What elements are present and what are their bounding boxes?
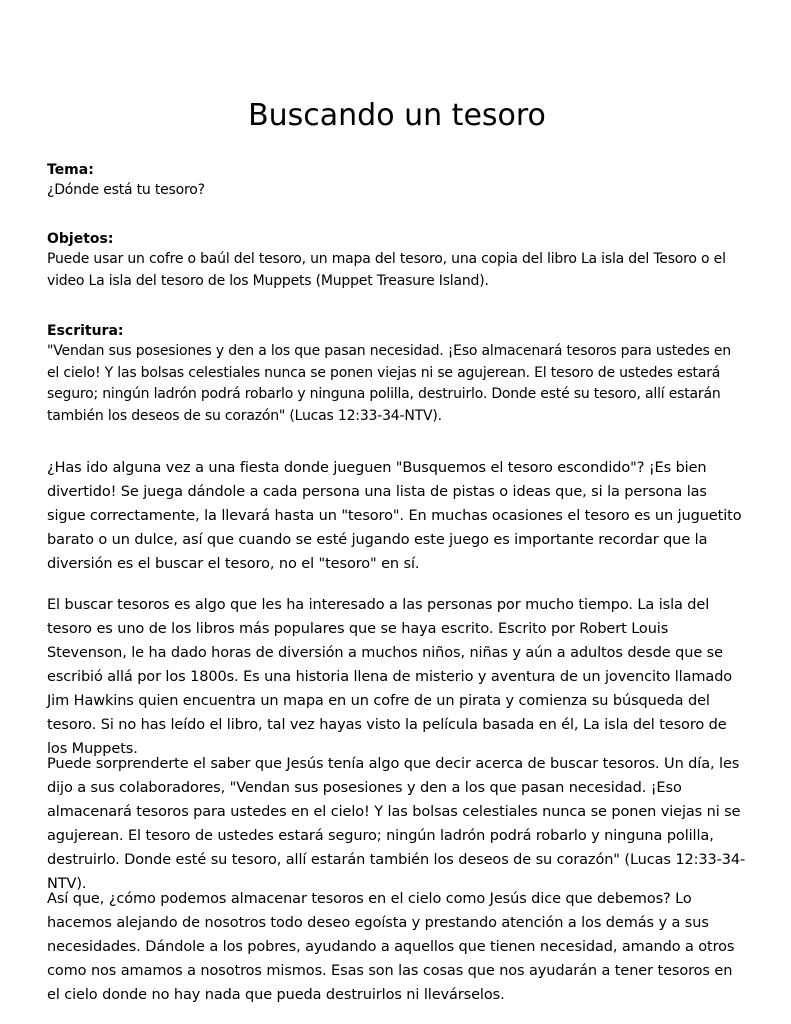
body-paragraph-4: Así que, ¿cómo podemos almacenar tesoros en el cielo como Jesús dice que debemos? Lo hacemos alejando de nosotros todo deseo egoísta y prestando atención a los demás y a sus necesidades. Dándole a los pobres, ayudando a aquellos que tienen necesidad, amando a otros como nos amamos a nosotros mismos. Esas son las cosas que nos ayudarán a tener tesoros en el cielo donde no hay nada que pueda destruirlos ni llevárselos. xyxy=(47,891,735,1003)
tema-label: Tema: xyxy=(47,162,94,178)
tema-section xyxy=(47,160,747,202)
page-title: Buscando un tesoro xyxy=(248,98,546,133)
escritura-section xyxy=(47,321,747,427)
body-paragraph-2: El buscar tesoros es algo que les ha interesado a las personas por mucho tiempo. La isla del tesoro es uno de los libros más populares que se haya escrito. Escrito por Robert Louis Stevenson, le ha dado horas de diversión a muchos niños, niñas y aún a adultos desde que se escribió allá por los 1800s. Es una historia llena de misterio y aventura de un jovencito llamado Jim Hawkins quien encuentra un mapa en un cofre de un pirata y comienza su búsqueda del tesoro. Si no has leído el libro, tal vez hayas visto la película basada en él, La isla del tesoro de los Muppets. xyxy=(47,597,733,757)
objetos-section xyxy=(47,229,747,292)
escritura-label: Escritura: xyxy=(47,323,124,339)
body-paragraph-3: Puede sorprenderte el saber que Jesús tenía algo que decir acerca de buscar tesoros. Un día, les dijo a sus colaboradores, "Vendan sus posesiones y den a los que pasan necesidad. ¡Eso almacenará tesoros para ustedes en el cielo! Y las bolsas celestiales nunca se ponen viejas ni se agujerean. El tesoro de ustedes estará seguro; ningún ladrón podrá robarlo y ninguna polilla, destruirlo. Donde esté su tesoro, allí estarán también los deseos de su corazón" (Lucas 12:33-34-NTV). xyxy=(47,756,746,892)
objetos-label: Objetos: xyxy=(47,231,114,247)
body-paragraph-1: ¿Has ido alguna vez a una fiesta donde jueguen "Busquemos el tesoro escondido"? ¡Es bien divertido! Se juega dándole a cada persona una lista de pistas o ideas que, si la persona las sigue correctamente, la llevará hasta un "tesoro". En muchas ocasiones el tesoro es un juguetito barato o un dulce, así que cuando se esté jugando este juego es importante recordar que la diversión es el buscar el tesoro, no el "tesoro" en sí. xyxy=(47,460,742,572)
objetos-text: Puede usar un cofre o baúl del tesoro, un mapa del tesoro, una copia del libro La isla del Tesoro o el video La isla del tesoro de los Muppets (Muppet Treasure Island). xyxy=(47,251,726,289)
escritura-text: "Vendan sus posesiones y den a los que pasan necesidad. ¡Eso almacenará tesoros para ustedes en el cielo! Y las bolsas celestiales nunca se ponen viejas ni se agujerean. El tesoro de ustedes estará seguro; ningún ladrón podrá robarlo y ninguna polilla, destruirlo. Donde esté su tesoro, allí estarán también los deseos de su corazón" (Lucas 12:33-34-NTV). xyxy=(47,343,731,424)
tema-text: ¿Dónde está tu tesoro? xyxy=(47,182,205,198)
